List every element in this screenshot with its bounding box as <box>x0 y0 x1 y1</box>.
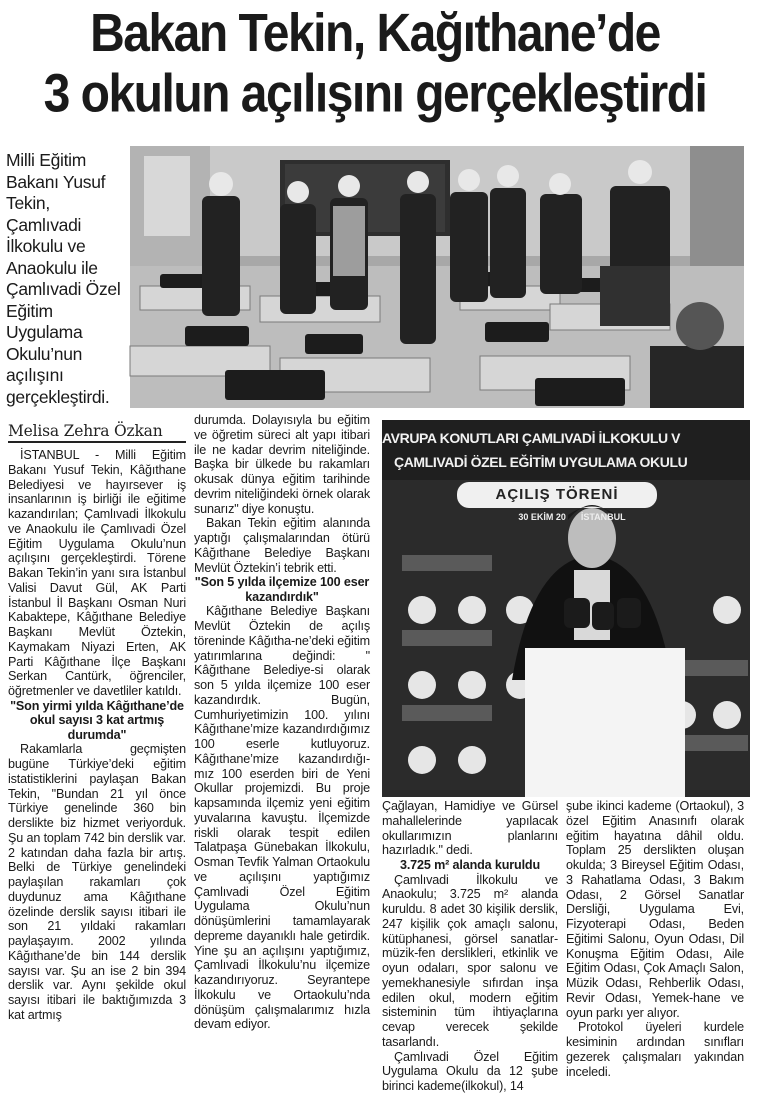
article-subheading: "Son yirmi yılda Kâğıthane’de okul sayısı 3 kat artmış durumda" <box>10 698 184 742</box>
article-column-4 <box>566 799 744 1079</box>
article-column-2 <box>194 413 370 1032</box>
byline: Melisa Zehra Özkan <box>8 422 186 443</box>
article-paragraph: İSTANBUL - Milli Eğitim Bakanı Yusuf Tekin, Kâğıthane Belediyesi ve hayırsever iş insanlarının iş birliği ile eğitime kazandırılan; Çamlıvadi İlkokulu ve Anaokulu ile Çamlıvadi Özel Eğitim Uygulama Okulu’nun açılışını gerçekleştirdi. Törene Bakan Tekin’in yanı sıra İstanbul Valisi Davut Gül, AK Parti İstanbul İl Başkanı Osman Nuri Kabaktepe, Kâğıthane Belediye Başkanı Mevlüt Öztekin, Kaymakam Niyazi Erten, AK Parti Kâğıthane İlçe Başkanı Serkan Cantürk, öğrenciler, öğretmenler ve davetliler katıldı. <box>8 448 186 698</box>
ceremony-date: 30 EKİM 20 İSTANBUL <box>518 512 626 522</box>
lead-text: Milli Eğitim Bakanı Yusuf Tekin, Çamlıvadi İlkokulu ve Anaokulu ile Çamlıvadi Özel Eğitim Uygulama Okulu’nun açılışını gerçekleştirdi. <box>6 150 121 407</box>
ceremony-title: AÇILIŞ TÖRENİ <box>495 486 619 503</box>
article-paragraph: Çağlayan, Hamidiye ve Gürsel mahallelerinde yapılacak okullarımızın planlarını hazırladık." dedi. <box>382 799 558 858</box>
headline <box>0 4 750 125</box>
headline-line-2: 3 okulun açılışını gerçekleştirdi <box>43 64 707 124</box>
article-paragraph: Protokol üyeleri kurdele kesiminin ardından sınıfları gezerek çalışmaları yakından inceledi. <box>566 1020 744 1079</box>
article-paragraph: Kâğıthane Belediye Başkanı Mevlüt Öztekin de açılış töreninde Kâğıtha-ne’deki eğitim yatırımlarına değindi: " Kâğıthane Belediye-si olarak son 5 yılda ilçemize 100 eser kazandırdık. Bugün, Cumhuriyetimizin 100. yılını Kâğıthane’mize kazandırdığımız 100 eserle kutluyoruz. Kâğıthane’mize kazandırdığı-mız 100 eserden biri de Yeni Okullar projemizdi. Bu proje kapsamında ilçemiz yeni eğitim yuvalarına kavuştu. İlçemizde riskli olarak tespit edilen Talatpaşa Günebakan İlkokulu, Osman Tevfik Yalman Ortaokulu ve açılışını yaptığımız Çamlıvadi Özel Eğitim Uygulama Okulu’nun dönüşümlerini tamamlayarak depreme dayanıklı hale getirdik. Yine şu an açılışını yaptığımız, Çamlıvadi İlkokulu’nu ilçemize kazandırıyoruz. Seyrantepe İlkokulu ve Ortaokulu’nda dönüşüm çalışmalarımız hızla devam ediyor. <box>194 604 370 1032</box>
article-paragraph: Çamlıvadi Özel Eğitim Uygulama Okulu da 12 şube birinci kademe(ilkokul), 14 <box>382 1049 558 1093</box>
article-paragraph: Çamlıvadi İlkokulu ve Anaokulu; 3.725 m² alanda kuruldu. 8 adet 30 kişilik derslik, 247 kişilik çok amaçlı salonu, kütüphanesi, görsel sanatlar-müzik-fen derslikleri, etkinlik ve oyun odaları, spor salonu ve yemekhanesiyle sıfırdan inşa edilen okul, modern eğitim sisteminin tüm ihtiyaçlarına cevap verecek şekilde tasarlandı. <box>382 872 558 1049</box>
article-subheading <box>382 858 558 873</box>
article-column-1 <box>8 448 186 1023</box>
headline-line-1: Bakan Tekin, Kağıthane’de <box>90 4 660 64</box>
article-paragraph: Bakan Tekin eğitim alanında yaptığı çalışmalarından ötürü Kâğıthane Belediye Başkanı Mevlüt Öztekin’i tebrik etti. <box>194 516 370 575</box>
article-subheading: "Son 5 yılda ilçemize 100 eser kazandırdık" <box>194 575 370 604</box>
ceremony-photo <box>382 420 750 797</box>
classroom-photo <box>130 146 744 408</box>
subheading-text: 3.725 m² alanda kuruldu <box>399 858 541 872</box>
article-paragraph: şube ikinci kademe (Ortaokul), 3 özel Eğitim Anasınıfı olarak eğitim hayatına dâhil oldu. Toplam 25 derslikten oluşan okulda; 3 Bireysel Eğitim Odası, 3 Rahatlama Odası, 3 Bakım Odası, 2 Görsel Sanatlar Dersliği, Uygulama Evi, Fizyoterapi Odası, Beden Eğitimi Salonu, Oyun Odası, Dil Konuşma Eğitim Odası, Aile Eğitim Odası, Çok Amaçlı Salon, Müzik Odası, Rehberlik Odası, Revir Odası, Yemek-hane ve oyun parkı yer alıyor. <box>566 799 744 1020</box>
article-column-3 <box>382 799 558 1094</box>
article-paragraph: Rakamlarla geçmişten bugüne Türkiye’deki eğitim istatistiklerini paylaşan Bakan Tekin, "Bundan 21 yıl önce Türkiye genelinde 360 bin derslikte biz hizmet veriyorduk. Şu an toplam 742 bin derslik var. 2 katından daha fazla bir artış. Belki de Türkiye genelindeki paylaşılan rakamları çok duydunuz ama Kâğıthane özelinde derslik sayısı itibari ile son 21 yıldaki rakamları paylaşayım. 2002 yılında Kâğıthane’de bin 144 derslik sayısı var. Şu an ise 2 bin 394 derslik var. Aynı şekilde okul sayısı itibari ile baktığımızda 3 kat artmış <box>8 742 186 1022</box>
banner-line-1: AVRUPA KONUTLARI ÇAMLIVADİ İLKOKULU V <box>382 430 681 446</box>
banner-line-2: ÇAMLIVADİ ÖZEL EĞİTİM UYGULAMA OKULU <box>394 454 688 470</box>
article-paragraph: durumda. Dolayısıyla bu eğitim ve öğretim süreci alt yapı itibari ile ne kadar devrim niteliğinde. Başka bir ülkede bu rakamları okusak dünya eğitim tarihinde devrim niteliğindeki örnek olarak sunarız" diye konuştu. <box>194 413 370 516</box>
